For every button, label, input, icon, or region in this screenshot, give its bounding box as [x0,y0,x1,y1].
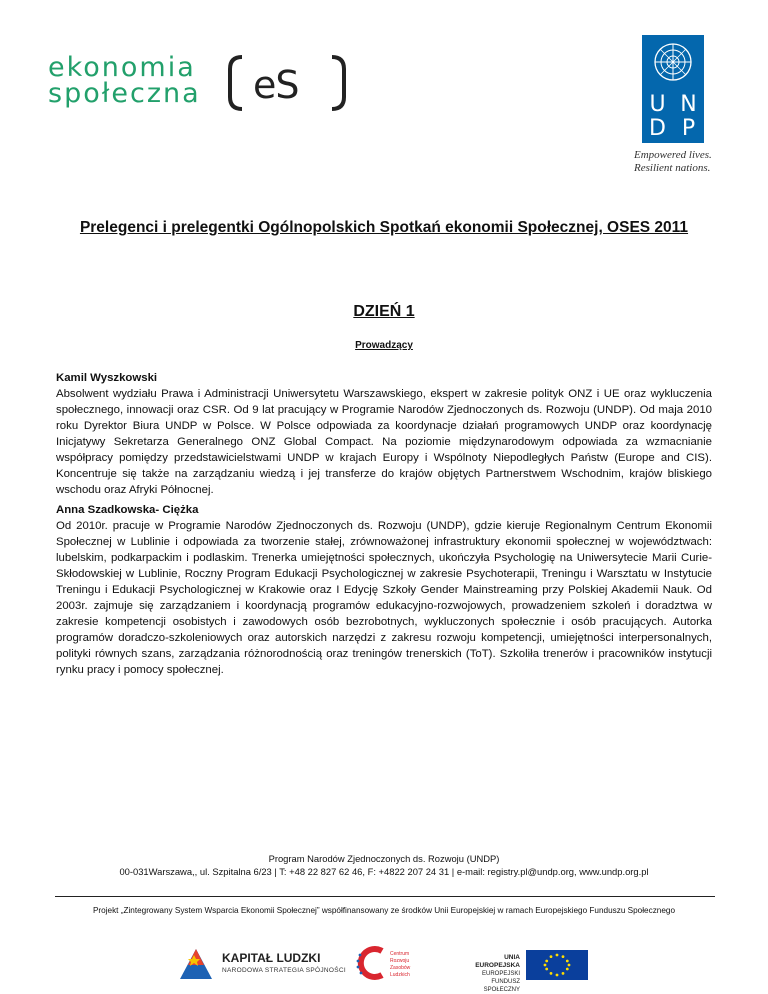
kapital-ludzki-star-icon [176,945,216,981]
crzl-text-3: Zasobów [390,965,411,971]
crzl-logo [352,945,432,981]
speaker-bio [56,370,712,498]
undp-blue-block [642,35,704,143]
project-note: Projekt „Zintegrowany System Wsparcia Ekonomii Społecznej” współfinansowany ze środków Unii Europejskiej w ramach Europejskiego Funduszu Społecznego [92,906,676,915]
footer-divider [55,896,715,897]
kapital-ludzki-subtitle: NARODOWA STRATEGIA SPÓJNOŚCI [222,967,346,974]
logo-es-mark: eS [253,63,299,107]
ekonomia-spoleczna-logo [48,52,308,115]
document-title: Prelegenci i prelegentki Ogólnopolskich Spotkań ekonomii Społecznej, OSES 2011 [79,219,689,236]
undp-tagline-2: Resilient nations. [634,162,711,174]
logo-wordmark [48,52,201,109]
role-heading: Prowadzący [355,340,413,351]
undp-letter-p: P [681,116,696,141]
footer-address [0,852,768,878]
undp-logo [634,35,712,174]
crzl-c-icon [352,945,432,981]
eu-title: UNIA EUROPEJSKA [475,954,520,969]
undp-letter-u: U [649,92,666,117]
day-heading: DZIEŃ 1 [353,303,415,320]
crzl-text-1: Centrum [390,951,410,957]
eu-text [460,954,520,994]
logo-line-1: ekonomia [48,52,196,83]
eu-line-3: FUNDUSZ SPOŁECZNY [483,979,520,993]
undp-tagline [634,149,744,175]
kapital-ludzki-logo [176,945,346,981]
eu-logo [460,948,590,993]
speaker-name: Anna Szadkowska- Ciężka [56,504,199,516]
undp-tagline-1: Empowered lives. [634,149,712,161]
kapital-ludzki-title: KAPITAŁ LUDZKI [222,951,321,965]
speaker-name: Kamil Wyszkowski [56,372,158,384]
undp-letter-d: D [649,116,666,141]
crzl-text-2: Rozwoju [390,958,410,964]
logo-line-2: społeczna [48,78,201,109]
eu-flag-icon [526,950,588,980]
crzl-text-4: Ludzkich [390,972,410,978]
footer-org: Program Narodów Zjednoczonych ds. Rozwoju (UNDP) [268,853,500,864]
speaker-bio [56,502,712,678]
eu-line-2: EUROPEJSKI [481,971,520,977]
footer-contact: 00-031Warszawa,, ul. Szpitalna 6/23 | T: +48 22 827 62 46, F: +4822 207 24 31 | e-mail: registry.pl@undp.org, www.undp.org.pl [119,866,649,877]
speaker-description: Absolwent wydziału Prawa i Administracji Uniwersytetu Warszawskiego, ekspert w zakresie polityk ONZ i UE oraz wykluczenia społecznego, innowacji oraz CSR. Od 9 lat pracujący w Programie Narodów Zjednoczonych ds. Rozwoju (UNDP). Od maja 2010 roku Dyrektor Biura UNDP w Polsce. W Polsce odpowiada za koordynacje działań programowych UNDP oraz koordynację Inicjatywy Sekretarza Generalnego ONZ Global Compact. Na poziomie międzynarodowym odpowiada za wzmacnianie współpracy pomiędzy przedstawicielstwami UNDP w krajach Europy i Wspólnoty Niepodległych Państw (Europe and CIS). Koncentruje się także na zarządzaniu wiedzą i jej transferze do krajów objętych Partnerstwem Wschodnim, krajów bliskiego wschodu oraz Afryki Północnej. [56,388,712,496]
undp-letter-n: N [680,92,697,117]
un-emblem-icon [652,41,694,83]
speaker-description: Od 2010r. pracuje w Programie Narodów Zjednoczonych ds. Rozwoju (UNDP), gdzie kieruje Regionalnym Centrum Ekonomii Społecznej w Lublinie i odpowiada za tworzenie stałej, zrównoważonej infrastruktury ekonomii społecznej w województwach: lubelskim, podkarpackim i podlaskim. Trenerka umiejętności społecznych, ukończyła Psychologię na Uniwersytecie Marii Curie-Skłodowskiej w Lublinie, Roczny Program Edukacji Psychologicznej w zakresie Psychoterapii, Treningu i Warsztatu w Instytucie Treningu i Edukacji Psychologicznej w Krakowie oraz I Edycję Szkoły Gender Mainstreaming przy Polskiej Akademii Nauk. Od 2003r. zajmuje się zarządzaniem i koordynacją programów edukacyjno-rozwojowych, prowadzeniem szkoleń i doradztwa w zakresie kompetencji osobistych i zawodowych osób bezrobotnych, wykluczonych społecznie i osób pracujących. Autorka programów doradczo-szkoleniowych oraz autorskich narzędzi z zakresu rozwoju kompetencji, umiejętności interpersonalnych, polityki równych szans, zarządzania różnorodnością oraz treningów trenerskich (ToT). Szkoliła trenerów i pracowników instytucji rynku pracy i pomocy społecznej. [56,520,712,676]
